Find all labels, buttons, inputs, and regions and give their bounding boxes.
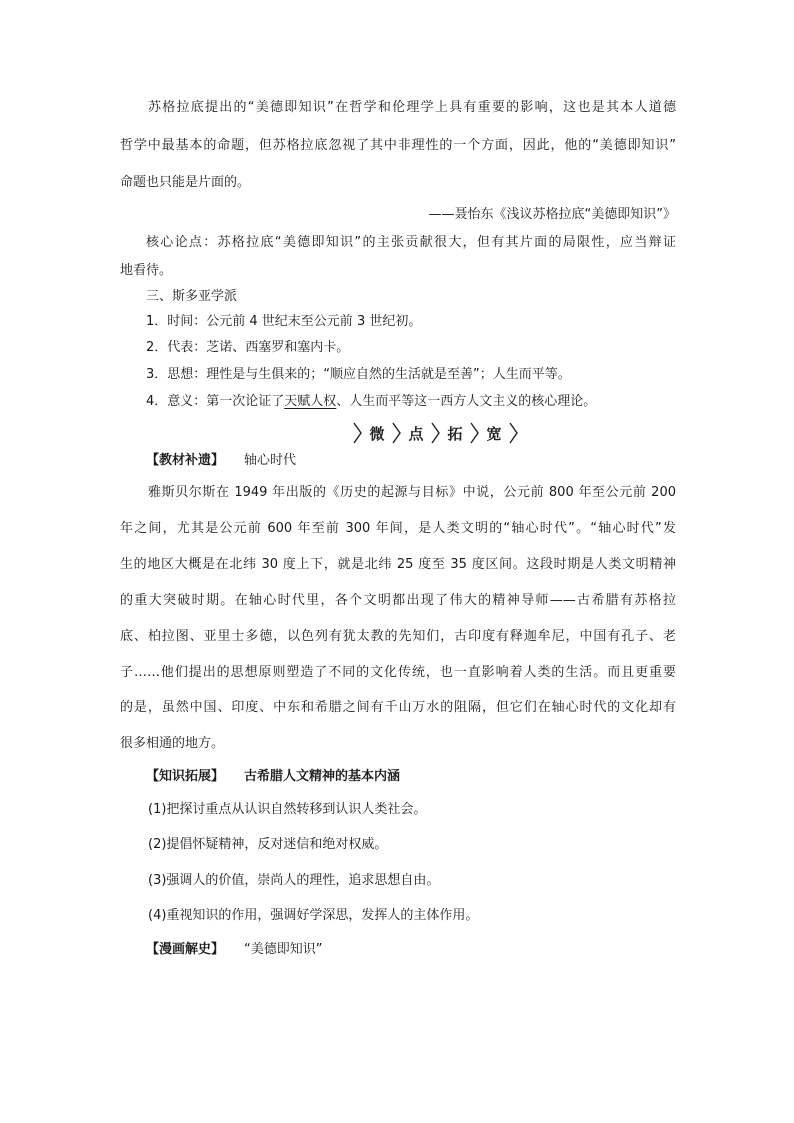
supplement-title: 轴心时代 <box>244 453 297 468</box>
banner-char-2: 点 <box>408 424 424 443</box>
supplement-line-1: 雅斯贝尔斯在 1949 年出版的《历史的起源与目标》中说，公元前 800 年至公元前 200 <box>148 485 676 500</box>
banner-separator-icon <box>391 422 402 444</box>
supplement-line-2: 年之间，尤其是公元前 600 年至前 300 年间，是人类文明的“轴心时代”。“轴心时代”发 <box>120 521 676 536</box>
supplement-tag: 【教材补遗】 <box>146 453 225 468</box>
list-item-representatives: 2．代表：芝诺、西塞罗和塞内卡。 <box>146 340 350 355</box>
supplement-line-3: 生的地区大概是在北纬 30 度上下，就是北纬 25 度至 35 度区间。这段时期是人类文明精神 <box>120 557 676 572</box>
supplement-line-4: 的重大突破时期。在轴心时代里，各个文明都出现了伟大的精神导师——古希腊有苏格拉 <box>120 593 676 608</box>
section-heading: 三、斯多亚学派 <box>146 289 238 304</box>
supplement-line-5: 底、柏拉图、亚里士多德，以色列有犹太教的先知们，古印度有释迦牟尼，中国有孔子、老 <box>120 629 676 644</box>
natural-rights-term: 天赋人权 <box>284 394 337 409</box>
expansion-item-3: (3)强调人的价值，崇尚人的理性，追求思想自由。 <box>148 873 440 888</box>
quote-line-3: 命题也只能是片面的。 <box>120 175 251 190</box>
quote-line-1: 苏格拉底提出的“美德即知识”在哲学和伦理学上具有重要的影响，这也是其本人道德 <box>148 100 676 115</box>
banner-char-4: 宽 <box>486 424 502 443</box>
comic-tag: 【漫画解史】 <box>146 942 225 957</box>
banner-left-chevron-icon <box>352 422 363 444</box>
quote-source: ——聂怡东《浅议苏格拉底“美德即知识”》 <box>428 207 676 222</box>
list-item-significance <box>146 393 596 411</box>
supplement-line-7: 的是，虽然中国、印度、中东和希腊之间有千山万水的阻隔，但它们在轴心时代的文化却有 <box>120 700 676 715</box>
comic-title: “美德即知识” <box>244 942 323 957</box>
significance-suffix: 、人生而平等这一西方人文主义的核心理论。 <box>336 394 597 409</box>
expansion-item-1: (1)把探讨重点从认识自然转移到认识人类社会。 <box>148 802 427 817</box>
list-item-time: 1．时间：公元前 4 世纪末至公元前 3 世纪初。 <box>146 314 422 329</box>
banner-char-3: 拓 <box>447 424 463 443</box>
banner-char-1: 微 <box>369 424 385 443</box>
supplement-heading <box>146 452 296 470</box>
expansion-item-2: (2)提倡怀疑精神，反对迷信和绝对权威。 <box>148 837 388 852</box>
core-argument-line-2: 地看待。 <box>120 263 173 278</box>
expansion-title: 古希腊人文精神的基本内涵 <box>244 769 401 784</box>
banner-right-chevron-icon <box>508 422 519 444</box>
core-argument-line-1: 核心论点：苏格拉底“美德即知识”的主张贡献很大，但有其片面的局限性，应当辩证 <box>146 235 676 250</box>
list-item-thought: 3．思想：理性是与生俱来的；“顺应自然的生活就是至善”；人生而平等。 <box>146 367 571 382</box>
comic-heading <box>146 941 323 959</box>
expansion-item-4: (4)重视知识的作用，强调好学深思，发挥人的主体作用。 <box>148 908 479 923</box>
expansion-heading <box>146 768 400 786</box>
banner-separator-icon <box>430 422 441 444</box>
significance-prefix: 4．意义：第一次论证了 <box>146 394 285 409</box>
supplement-line-6: 子……他们提出的思想原则塑造了不同的文化传统，也一直影响着人类的生活。而且更重要 <box>120 665 676 680</box>
quote-line-2: 哲学中最基本的命题，但苏格拉底忽视了其中非理性的一个方面，因此，他的“美德即知识” <box>120 138 676 153</box>
supplement-line-8: 很多相通的地方。 <box>120 736 225 751</box>
expansion-tag: 【知识拓展】 <box>146 769 225 784</box>
banner-separator-icon <box>469 422 480 444</box>
section-banner <box>352 421 519 445</box>
